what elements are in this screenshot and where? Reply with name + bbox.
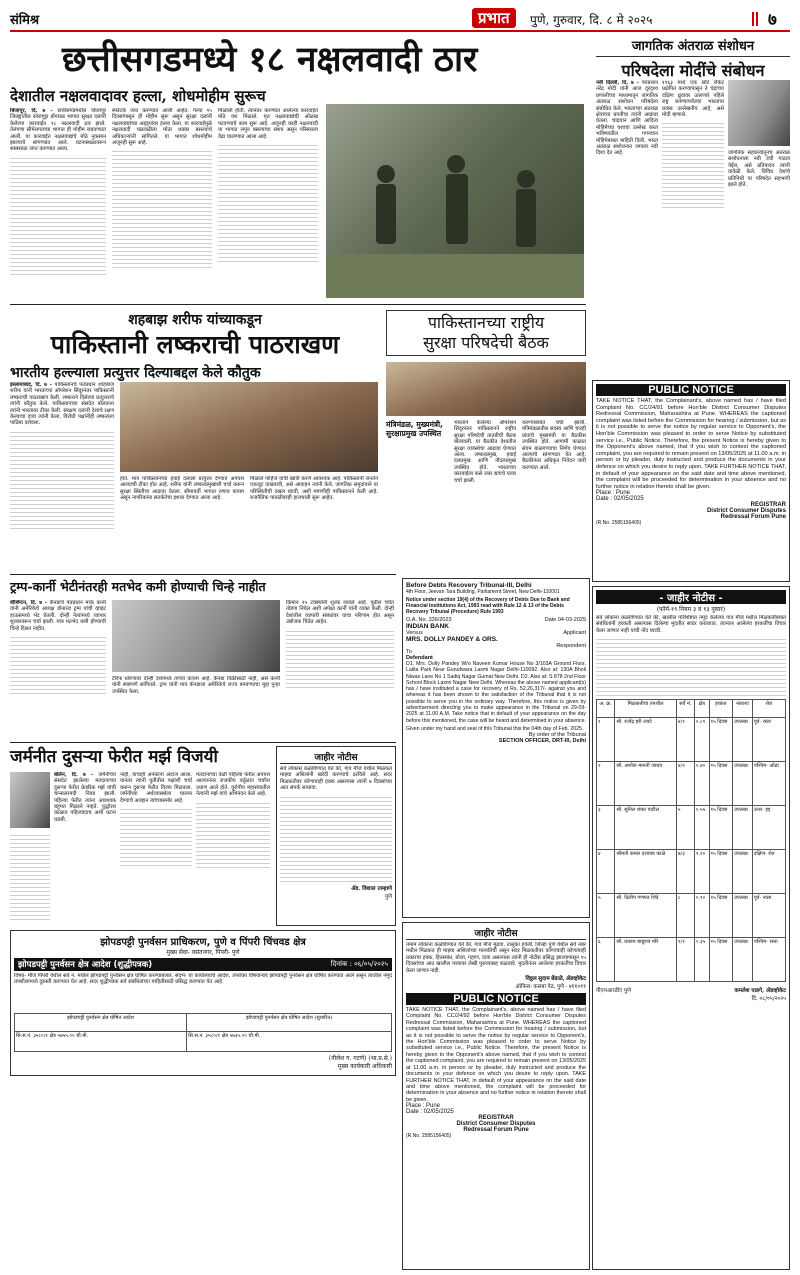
table-cell: उपलब्ध [733,762,753,806]
modi-kicker: जागतिक अंतराळ संशोधन [596,36,790,57]
modi-col-3 [728,150,790,266]
table-header-cell: नकाशा [733,700,753,718]
table-cell: १५ दिवस [709,762,733,806]
table-cell: श्रीमती कमल दत्तात्रय काळे [615,850,677,894]
table-cell: ०.३५ [694,938,709,982]
pcmc-sub: मुख्य सेवा- वसंतनगर, पिंपरी- पुणे [166,949,240,956]
drt-versus: Versus [406,630,423,636]
shahbaz-text-3: मिळाले पाहिजे याची खात्री करणे आवश्यक आहे. पाकिस्तानी जनतेने एकजूट दाखवावी, असे आवाहन त्यांनी केले. जागतिक समुदायाने या परिस्थितीची दखल घ्यावी, अशी मागणीही पाकिस्तानने केली आहे. राजनैतिक पातळीवरही हालचाली सुरू आहेत. [250,476,378,502]
pcmc-title: झोपडपट्टी पुनर्वसन क्षेत्र आदेश (शुद्धीपत्रक) [18,960,153,970]
public-notice-bottom [402,922,590,1270]
public-notice-bottom-place: Place : Pune [406,1103,441,1110]
shahbaz-col-3 [250,476,378,568]
security-headline-2: सुरक्षा परिषदेची बैठक [423,333,549,352]
trump-dateline: वॉशिंग्टन, दि. ७ - [10,600,47,606]
shahbaz-story [10,310,380,570]
jahir-left-title: जाहीर नोटीस [280,750,392,764]
table-cell: श्री. दिलीप गणपत शिंदे [615,894,677,938]
text-lines [112,148,212,268]
modi-story [596,36,790,266]
table-cell: १५ दिवस [709,938,733,982]
germany-photo [10,772,50,828]
lead-photo-soldiers [326,104,584,298]
pcmc-title-bar [14,958,392,971]
table-cell: श्री. अशोक मारुती जाधव [615,762,677,806]
table-header-cell: क्षेत्र [694,700,709,718]
jahir-right-title: - जाहीर नोटीस - [596,590,786,604]
germany-text-2: नाही, याचाही अनेकांना अंदाज आला. यानंतर त्यांनी युतीतील पक्षांशी चर्चा करून दुसऱ्या फेरीत विजय मिळवला. जर्मनीच्या अर्थव्यवस्थेला चालना देण्याचे आव्हान त्यांच्यासमोर आहे. [120,772,192,804]
public-notice-bottom-title: PUBLIC NOTICE [406,993,586,1005]
jahir-right-footer-right: कमलेश घाडगे, ॲडव्होकेट [734,988,786,995]
lead-dateline: बिजापूर, दि. ७ - [10,108,53,114]
trump-photo [112,600,280,672]
drt-bank: INDIAN BANK [406,623,449,630]
shahbaz-kicker: शहबाझ शरीफ यांच्याकडून [128,312,262,328]
public-notice-top-signer-1: REGISTRAR [750,502,786,509]
jahir-right-footer [596,986,786,994]
public-notice-top [592,380,790,582]
table-row [597,762,786,806]
drt-notice [402,578,590,918]
drt-footer-2: By order of the Tribunal [528,731,586,738]
text-lines [280,794,392,884]
drt-defendant: Defendant [406,655,433,661]
jahir-center-signer: विठ्ठल सुदाम बेंडाळे, ॲडव्होकेट [525,976,586,983]
germany-dateline: बर्लिन, दि. ७ - [54,772,94,778]
table-cell: ०.९० [694,894,709,938]
public-notice-top-ref: (R.No. 2585156405) [596,520,642,527]
jahir-center-body: तमाम लोकांना कळविण्यात येते की, गाव मौजे मुंढवा, तालुका हवेली, जिल्हा पुणे येथील सर्वे नंबर मधील मिळकत ही माझ्या अशिलांच्या मालकीची असून सदर मिळकतीवर कोणाचाही कोणत्याही प्रकारचा हक्क, हितसंबंध, बोजा, गहाण, दावा असल्यास त्यांनी ही नोटीस प्रसिद्ध झाल्यापासून १५ दिवसांच्या आत खालील पत्त्यावर लेखी पुराव्यासह कळवावे. मुदतीनंतर आलेल्या हरकतींचा विचार केला जाणार नाही. [406,942,586,974]
table-cell: उपलब्ध [733,850,753,894]
table-cell: श्री. सुनिल शंकर पाटील [615,806,677,850]
paper-logo: प्रभात [472,8,516,28]
soldiers-illustration [326,104,584,298]
drt-date: Date 04-03-2025 [544,617,586,623]
table-cell: ५ [597,894,615,938]
lead-col-3 [218,108,318,296]
edition-date: पुणे, गुरुवार, दि. ८ मे २०२५ [530,13,653,27]
pcmc-row1-a: सि.स.नं. ३५८०/१ क्षेत्र ५७५५.०० चौ.मी. [15,1032,187,1052]
table-cell: उपलब्ध [733,894,753,938]
public-notice-top-date: Date : 02/05/2025 [596,496,644,503]
public-notice-top-signer-3: Redressal Forum Pune [720,514,786,521]
trump-col-2 [112,676,280,736]
lead-subhead: देशातील नक्षलवादावर हल्ला, शोधमोहीम सुरूच [10,87,266,105]
pcmc-signer: (नीलेश ग. गटणे) (भा.प्र.से.) [328,1055,392,1062]
text-lines [596,636,786,696]
text-lines [10,429,114,529]
lead-headline: छत्तीसगडमध्ये १८ नक्षलवादी ठार [62,40,478,80]
public-notice-top-signer-2: District Consumer Disputes [706,508,786,515]
table-row [597,938,786,982]
modi-dateline: नवी दिल्ली, दि. ७ - [596,80,639,86]
table-header-cell: सर्वे नं. [676,700,694,718]
modi-col-1 [596,80,658,266]
divider [10,742,396,743]
table-cell: २ [597,762,615,806]
divider-bars [752,12,758,26]
pcmc-table [14,1013,392,1052]
public-notice-bottom-signer-2: District Consumer Disputes [456,1121,536,1128]
jahir-right-body: सर्व लोकांना कळविण्यात येते की, खालील परिशिष्टात नमूद केलेल्या गाव मौजे मधील मिळकतींबाबत संबंधितांनी हरकती असल्यास दिलेल्या मुदतीत सादर कराव्यात. त्यानंतर आलेल्या हरकतींचा विचार केला जाणार नाही याची नोंद घ्यावी. [596,615,786,634]
pcmc-col-a: झोपडपट्टी पुनर्वसन क्षेत्र घोषित आदेश [15,1014,187,1032]
drt-footer-1: Given under my hand and seal of this Tribunal this the 04th day of Feb. 2025. [406,725,584,732]
table-cell: ८ [676,894,694,938]
public-notice-top-body: TAKE NOTICE THAT, the Complainant's, above named has / have filed Complaint No. CC/24/91 before Hon'ble District Consumer Disputes Redressal Commission, Maharashtra at Pune. WHEREAS the captioned complaint was listed before the Commission for hearing / submission, but as it is not possible to serve the notice by regular service to Opponent's, the Hon'ble Commission was pleased to order to serve Notice by substituted service i.e., Public Notice. Therefore, the present Notice is hereby given to the Opponent's above named, that if you wish to contest the captioned complaint, you are required to remain present on 13/05/2025 at 11.00 a.m. in person or by pleader, duly instructed and produce the documents in your defence on which you desire to reply upon. TAKE FURTHER NOTICE THAT, in default of your appearance on the said date and time above mentioned, the complaint will be proceeded for determination in your absence and no further notice in relation thereto shall be given. [596,398,786,490]
shahbaz-dateline: इस्लामाबाद, दि. ७ - [10,382,52,388]
table-cell: ४/१ [676,718,694,762]
pcmc-date: दिनांक : ०६/०५/२०२५ [330,960,388,968]
pcmc-body: विषय- मौजे पिंपरी येथील सर्वे नं. मधील झोपडपट्टी पुनर्वसन क्षेत्र घोषित करण्याबाबत. संदर्भ- या कार्यालयाचे आदेश. उपरोक्त विषयान्वये झोपडपट्टी पुनर्वसन क्षेत्र घोषित करण्यात आले असून त्यातील नमूद तपशीलामध्ये दुरुस्ती करण्यात येत आहे. सदर शुद्धीपत्रक सर्व संबंधितांच्या माहितीसाठी प्रसिद्ध करण्यात येत आहे. [14,973,392,986]
trump-text-2: टॅरिफ धोरणावर दोन्ही देशांमध्ये तणाव कायम आहे. कॅनडा विक्रीसाठी नाही, असे कार्नी यांनी स्पष्टपणे सांगितले. ट्रम्प यांनी मात्र कॅनडाला अमेरिकेचे राज्य बनवण्याचा मुद्दा पुन्हा उपस्थित केला. [112,676,280,695]
trump-headline: ट्रम्प-कार्नी भेटीनंतरही मतभेद कमी होण्याची चिन्हे नाहीत [10,579,266,594]
public-notice-top-title: PUBLIC NOTICE [596,384,786,396]
text-lines [286,628,394,688]
page-number: ७ [768,10,777,30]
shahbaz-text-2: होते. मात्र पाकिस्तानच्या हवाई दलाला प्रत्युत्तर देण्यात अपयश आल्याची टीका होत आहे. शरीफ यांनी लष्करप्रमुखांशी चर्चा करून सुरक्षा स्थितीचा आढावा घेतला. सीमावर्ती भागात तणाव कायम असून नागरिकांना सतर्कतेचा इशारा देण्यात आला आहे. [120,476,244,502]
pcmc-header: झोपडपट्टी पुनर्वसन प्राधिकरण, पुणे व पिंपरी चिंचवड क्षेत्र [100,937,306,948]
lead-col-1 [10,108,106,296]
security-story [386,310,586,570]
trump-col-3 [286,600,394,736]
table-cell: पूर्व- नाला [752,894,785,938]
security-col-2 [522,420,586,568]
table-cell: श्री. प्रकाश बाबुराव मोरे [615,938,677,982]
table-body [597,718,786,982]
germany-col-3 [196,772,270,922]
drt-respondent: Respondent [556,643,586,649]
table-cell: ०.८१ [694,718,709,762]
security-text-1: भारताने केलेल्या ऑपरेशन सिंदूरनंतर पाकिस्तानने राष्ट्रीय सुरक्षा परिषदेची तातडीची बैठक बोलावली. या बैठकीत देशातील सुरक्षा व्यवस्थेचा आढावा घेण्यात आला. लष्करप्रमुख, हवाई दलप्रमुख आणि नौदलप्रमुख उपस्थित होते. भारताच्या कारवाईला कसे उत्तर द्यायचे यावर चर्चा झाली. [454,420,516,484]
text-lines [10,634,106,694]
modi-text-2: १९६३ मध्ये एक छोटे रॉकेट प्रक्षेपित करण्यापासून ते चंद्राच्या दक्षिण ध्रुवावर उतरणारे पहिले राष्ट्र बनण्यापर्यंतचा भारताचा प्रवास उल्लेखनीय आहे, असे मोदी म्हणाले. [662,80,724,119]
table-header-cell: मिळकतीचा तपशील [615,700,677,718]
table-row [597,894,786,938]
security-photo [386,362,586,416]
table-cell: उपलब्ध [733,938,753,982]
table-cell: १५ दिवस [709,894,733,938]
shahbaz-subhead: भारतीय हल्ल्याला प्रत्युत्तर दिल्याबद्दल केले कौतुक [10,365,261,381]
security-text-2: करण्याबाबत चर्चा झाली. मंत्रिमंडळातील सदस्य आणि चारही प्रांतांचे मुख्यमंत्री या बैठकीस उपस्थित होते. आगामी काळात संयम बाळगण्याचा निर्णय घेण्यात आल्याचे सांगण्यात येत आहे. बैठकीनंतर अधिकृत निवेदन जारी करण्यात आले. [522,420,586,471]
jahir-notice-right [592,586,790,1270]
security-photo-caption: मंत्रिमंडळ, मुख्यमंत्री, सुरक्षाप्रमुख उपस्थित [386,420,443,438]
germany-headline: जर्मनीत दुसऱ्या फेरीत मर्झ विजयी [10,747,218,767]
table-cell: १.२० [694,850,709,894]
jahir-left-address: पुणे [384,893,392,900]
table-cell: १ [597,718,615,762]
section-label: संमिश्र [10,13,40,28]
table-cell: पूर्व- रस्ता [752,718,785,762]
drt-footer-3: SECTION OFFICER, DRT-III, Delhi [498,737,586,744]
modi-text-1: पंतप्रधान नरेंद्र मोदी यांनी आज दूरदृश्य प्रणालीच्या माध्यमातून जागतिक अंतराळ संशोधन परिषदेला संबोधित केले. भारताच्या अंतराळ क्षेत्राच्या प्रगतीचा त्यांनी आढावा घेतला. चांद्रयान आणि आदित्य मोहिमेच्या यशाचा उल्लेख करत भविष्यातील गगनयान मोहिमेबाबत माहिती दिली. भारत अंतराळ संशोधनात जगाला नवी दिशा देत आहे. [596,80,658,157]
table-cell: १५ दिवस [709,850,733,894]
table-cell: ३ [597,806,615,850]
jahir-center-title: जाहीर नोटीस [406,926,586,940]
table-header-cell: हरकत [709,700,733,718]
lead-col-2 [112,108,212,296]
pcmc-col-b: झोपडपट्टी पुनर्वसन क्षेत्र घोषित आदेश (सुधारित) [187,1014,392,1032]
table-header-cell: अ. क्र. [597,700,615,718]
jahir-right-footer-left: पीएमआरडीए पुणे [596,988,632,995]
modi-text-3: जागतिक सहकार्यातूनच अंतराळ संशोधनाला नवी उंची गाठता येईल, असे प्रतिपादन त्यांनी यावेळी केले. विविध देशांचे प्रतिनिधी या परिषदेत सहभागी झाले होते. [728,150,790,189]
shahbaz-text-1: पाकिस्तानचे पंतप्रधान शाहबाज शरीफ यांनी भारताच्या ऑपरेशन सिंदूरनंतर पाकिस्तानी लष्कराची पाठराखण केली. लष्कराने दिलेल्या प्रत्युत्तराचे त्यांनी कौतुक केले. पाकिस्तानच्या संसदेत बोलताना त्यांनी भारतावर टीका केली. संरक्षण दलांनी देशाचे रक्षण केल्याचा दावा त्यांनी केला. विरोधी पक्षांनीही लष्कराला पाठिंबा दर्शवला. [10,382,114,427]
jahir-right-table [596,699,786,982]
jahir-right-footer-date: दि. ०८/०५/२०२५ [751,996,786,1003]
lead-story [10,38,586,300]
table-cell: पश्चिम- रस्ता [752,938,785,982]
shahbaz-col-2 [120,476,244,568]
germany-col-2 [120,772,192,922]
divider [10,304,586,305]
drt-head-2: 4th Floor, Jeevan Tara Building, Parliament Street, New Delhi-110001 [406,589,560,595]
pcmc-signer-title: मुख्य कार्यकारी अधिकारी [337,1063,392,1070]
jahir-notice-left [276,746,396,926]
table-header-row [597,700,786,718]
trump-col-1 [10,600,106,736]
drt-head-3: Notice under section 19(4) of the Recovery of Debts Due to Bank and Financial Institutions Act, 1993 read with Rule 12 & 13 of the Debts Recovery Tribunal (Procedure) Rule 1993 [406,597,570,615]
table-cell: उपलब्ध [733,718,753,762]
table-row [597,806,786,850]
public-notice-bottom-ref: (R.No. 2585156405) [406,1133,452,1140]
text-lines [10,155,106,275]
lead-text-3: मिळाली होती. त्यानंतर करण्यात आलेल्या कारवाईत मोठे यश मिळाले. मृत नक्षलवाद्यांची ओळख पटवण्याचे काम सुरू आहे. अजूनही काही नक्षलवादी या भागात लपून बसल्याचा संशय असून परिसराला वेढा घालण्यात आला आहे. [218,108,318,140]
jahir-left-signer: ॲड. विशाल ताम्हाणे [351,885,392,892]
trump-text-1: कॅनडाचे पंतप्रधान मार्क कार्नी यांनी अमेरिकेचे अध्यक्ष डोनाल्ड ट्रम्प यांची व्हाइट हाऊसमध्ये भेट घेतली. दोन्ही नेत्यांमध्ये व्यापार शुल्कावरून चर्चा झाली. मात्र मतभेद कमी होण्याची चिन्हे दिसत नाहीत. [10,600,106,632]
jahir-center-address: ऑफिस: कसबा पेठ, पुणे - ४११०११ [515,984,586,991]
table-header-cell: शेरा [752,700,785,718]
security-headline-box [386,310,586,356]
public-notice-top-place: Place : Pune [596,490,631,497]
table-cell: पश्चिम- ओढा [752,762,785,806]
masthead [10,6,790,32]
jahir-right-subtitle: (फॉर्म-१९ नियम ३ व १३ नुसार) [656,606,726,613]
shahbaz-photo [120,382,378,472]
table-cell: ४/२ [676,762,694,806]
drt-body: D1. Mrs. Dolly Pandey W/o Naveen Kumar House No 3/103A Ground Floor, Lalita Park Near Gurudwara Laxmi Nagar Delhi-110092. Also at: 130A Bholi Niwas Lane No 1 Sadiq Nagar Gumat New Delhi. D2. Also at: S 878 2nd Floor School Block Laxmi Nagar New Delhi. Whereas the above named applicant(s) has / have instituted a case for recovery of Rs. 52,26,317/- against you and whereas it has been shown to the satisfaction of the Tribunal that it is not possible to serve you in the ordinary way. Therefore, this notice is given by advertisement directing you to make appearance in the Tribunal on 29-09-2025 at 11.00 A.M. Take notice that in default of your appearance on the day before this mentioned, the case will be heard and determined in your absence. [406,661,586,724]
lead-text-2: स्फोटके जप्त करण्यात आली आहेत. गेल्या १५ दिवसांपासून ही मोहीम सुरू असून सुरक्षा दलांनी नक्षलवाद्यांच्या अड्ड्यांवर हल्ला केला. या कारवाईमुळे नक्षलवादी चळवळीला मोठा धक्का बसल्याचे अधिकाऱ्यांनी सांगितले. या भागात शोधमोहीम अजूनही सुरू आहे. [112,108,212,147]
table-cell: उत्तर- हद्द [752,806,785,850]
public-notice-bottom-signer-3: Redressal Forum Pune [463,1127,529,1134]
trump-story [10,578,396,738]
table-cell: श्री. राजेंद्र हरी लवटे [615,718,677,762]
text-lines [196,800,270,870]
modi-photo [728,80,790,146]
drt-defendant-name: MRS. DOLLY PANDEY & ORS. [406,636,498,643]
pcmc-notice [10,930,396,1076]
germany-story [10,746,270,924]
divider [10,574,396,575]
drt-case: O.A. No. 336/2023 [406,617,452,623]
germany-text-3: मतदानाच्या वेळी पहिल्या फेरीत अपयश आल्यानंतर राजकीय वर्तुळात चर्चांना उधाण आले होते. युरोपीय महासंघातील नेत्यांनी मर्झ यांचे अभिनंदन केले आहे. [196,772,270,798]
table-cell: ०.५५ [694,806,709,850]
security-col-1 [454,420,516,568]
text-lines [10,832,50,922]
security-headline-1: पाकिस्तानच्या राष्ट्रीय [427,313,545,332]
table-row [597,718,786,762]
table-cell: दक्षिण- शेत [752,850,785,894]
table-row [597,850,786,894]
germany-col-1 [54,772,116,922]
germany-lower-left [10,832,50,922]
lead-text-1: छत्तीसगडमधील बिजापूर जिल्ह्यातील कोरागुट्टा डोंगराळ भागात सुरक्षा दलांनी केलेल्या कारवाईत १८ नक्षलवादी ठार झाले. तेलंगणा सीमेलगतच्या भागात ही मोहीम राबवण्यात आली. या कारवाईत नक्षलवाद्यांचे मोठे नुकसान झाल्याचे सांगण्यात आले. घटनास्थळावरून शस्त्रसाठा जप्त करण्यात आला. [10,108,106,153]
modi-col-2 [662,80,724,266]
table-cell: उपलब्ध [733,806,753,850]
table-cell: १५ दिवस [709,806,733,850]
text-lines [120,806,192,866]
table-cell: ६ [597,938,615,982]
table-cell: ५ [676,806,694,850]
shahbaz-col-1 [10,382,114,568]
drt-head-1: Before Debts Recovery Tribunal-III, Delhi [406,582,532,589]
drt-to: To [406,649,412,655]
shahbaz-headline: पाकिस्तानी लष्कराची पाठराखण [50,330,340,359]
table-cell: ०.४० [694,762,709,806]
table-cell: १५ दिवस [709,718,733,762]
pcmc-row1-b: सि.स.नं. ३५८०/१ क्षेत्र ५७३५.०० चौ.मी. [187,1032,392,1052]
text-lines [218,142,318,262]
trump-text-3: किमान २५ टक्क्यांनी शुल्क लावले आहे. पुढील चर्चेत तोडगा निघेल अशी अपेक्षा कार्नी यांनी व्यक्त केली. दोन्ही देशांतील व्यापारी संबंधांवर याचा परिणाम होत असून उद्योजक चिंतेत आहेत. [286,600,394,626]
table-cell: ४ [597,850,615,894]
table-cell: ७/३ [676,850,694,894]
modi-headline: परिषदेला मोदींचे संबोधन [621,61,765,80]
jahir-left-body: सर्व लोकांस कळविण्यात येते की, गाव मौजे येथील मिळकत माझ्या अशिलांनी खरेदी करण्याचे ठरविले आहे. सदर मिळकतीवर कोणाचाही हक्क असल्यास त्यांनी ७ दिवसांच्या आत संपर्क साधावा. [280,766,392,792]
public-notice-bottom-signer-1: REGISTRAR [478,1115,514,1122]
drt-applicant: Applicant [563,630,586,636]
table-cell: ९/१ [676,938,694,982]
text-lines [662,120,724,210]
public-notice-bottom-date: Date : 02/05/2025 [406,1109,454,1116]
public-notice-bottom-body: TAKE NOTICE THAT, the Complainant's, above named has / have filed Complaint No. CC/24/92 before Hon'ble District Consumer Disputes Redressal Commission, Maharashtra at Pune. WHEREAS the captioned complaint was listed before the Commission for hearing / submission, but as it is not possible to serve the notice by regular service to Opponent's, the Hon'ble Commission was pleased to order to serve Notice by substituted service i.e., Public Notice. Therefore, the present Notice is hereby given to the Opponent's above named, that if you wish to contest the captioned complaint, you are required to remain present on 13/05/2025 at 11.00 a.m. in person or by pleader, duly instructed and produce the documents in your defence on which you desire to reply upon. TAKE FURTHER NOTICE THAT, in default of your appearance on the said date and time above mentioned, the complaint will be proceeded for determination in your absence and no further notice in relation thereto shall be given. [406,1007,586,1103]
germany-text-1: जर्मनीच्या संसदेत झालेल्या मतदानाच्या दुसऱ्या फेरीत फ्रेडरिक मर्झ यांची चान्सलरपदी निवड झाली. पहिल्या फेरीत त्यांना आवश्यक बहुमत मिळाले नव्हते. युद्धोत्तर काळात पहिल्यांदाच अशी घटना घडली. [54,772,116,823]
